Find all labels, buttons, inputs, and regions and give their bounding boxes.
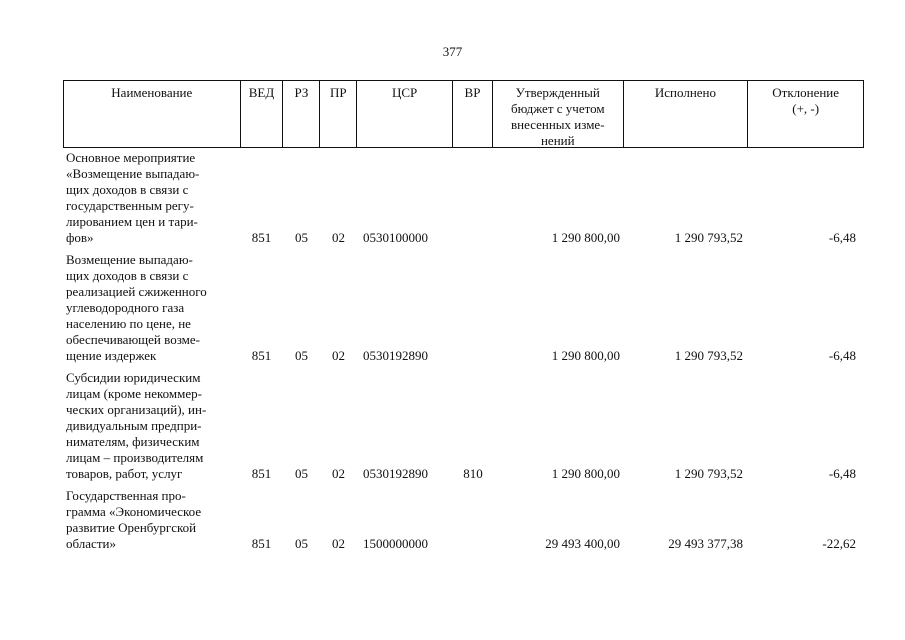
row-ved: 851 <box>251 466 272 481</box>
row-rz: 05 <box>295 536 308 551</box>
row-name: Субсидии юридическим лицам (кроме некоммер- ческих организаций), ин- дивидуальным предпри- нимателям, физическим лицам – производителям товаров, работ, услуг <box>66 370 207 481</box>
row-csr: 0530100000 <box>363 230 428 245</box>
row-deviation: -6,48 <box>828 230 856 245</box>
header-ved: ВЕД <box>241 81 284 147</box>
table-row <box>63 252 864 364</box>
row-rz: 05 <box>295 348 308 363</box>
header-deviation: Отклонение (+, -) <box>772 85 840 116</box>
row-pr: 02 <box>332 536 345 551</box>
table-body <box>63 148 864 552</box>
row-name: Возмещение выпадаю- щих доходов в связи с реализацией сжиженного углеводородного газа населению по цене, не обеспечивающей возме- щение издержек <box>66 252 207 363</box>
header-executed: Исполнено <box>624 81 749 147</box>
row-deviation: -22,62 <box>822 536 856 551</box>
table-header <box>63 80 864 148</box>
row-rz: 05 <box>295 230 308 245</box>
header-rz: РЗ <box>283 81 320 147</box>
row-pr: 02 <box>332 230 345 245</box>
row-name: Основное мероприятие «Возмещение выпадаю- щих доходов в связи с государственным регу- лированием цен и тари- фов» <box>66 150 200 245</box>
row-csr: 0530192890 <box>363 466 428 481</box>
row-ved: 851 <box>251 230 272 245</box>
row-budget: 29 493 400,00 <box>545 536 620 551</box>
row-pr: 02 <box>332 466 345 481</box>
header-pr: ПР <box>320 81 357 147</box>
row-rz: 05 <box>295 466 308 481</box>
row-budget: 1 290 800,00 <box>551 466 620 481</box>
table-row <box>63 488 864 552</box>
row-csr: 1500000000 <box>363 536 428 551</box>
header-vr: ВР <box>453 81 493 147</box>
header-csr: ЦСР <box>357 81 453 147</box>
row-ved: 851 <box>251 536 272 551</box>
row-executed: 1 290 793,52 <box>674 466 743 481</box>
row-budget: 1 290 800,00 <box>551 348 620 363</box>
row-deviation: -6,48 <box>828 466 856 481</box>
table-row <box>63 150 864 246</box>
row-executed: 1 290 793,52 <box>674 348 743 363</box>
row-executed: 29 493 377,38 <box>668 536 743 551</box>
row-deviation: -6,48 <box>828 348 856 363</box>
row-name: Государственная про- грамма «Экономическое развитие Оренбургской области» <box>66 488 202 551</box>
row-ved: 851 <box>251 348 272 363</box>
row-vr: 810 <box>463 466 483 481</box>
header-name: Наименование <box>64 81 241 147</box>
page-number: 377 <box>442 44 463 59</box>
header-budget: Утвержденный бюджет с учетом внесенных изме- нений <box>493 81 624 147</box>
row-executed: 1 290 793,52 <box>674 230 743 245</box>
row-csr: 0530192890 <box>363 348 428 363</box>
table-row <box>63 370 864 482</box>
row-budget: 1 290 800,00 <box>551 230 620 245</box>
row-pr: 02 <box>332 348 345 363</box>
